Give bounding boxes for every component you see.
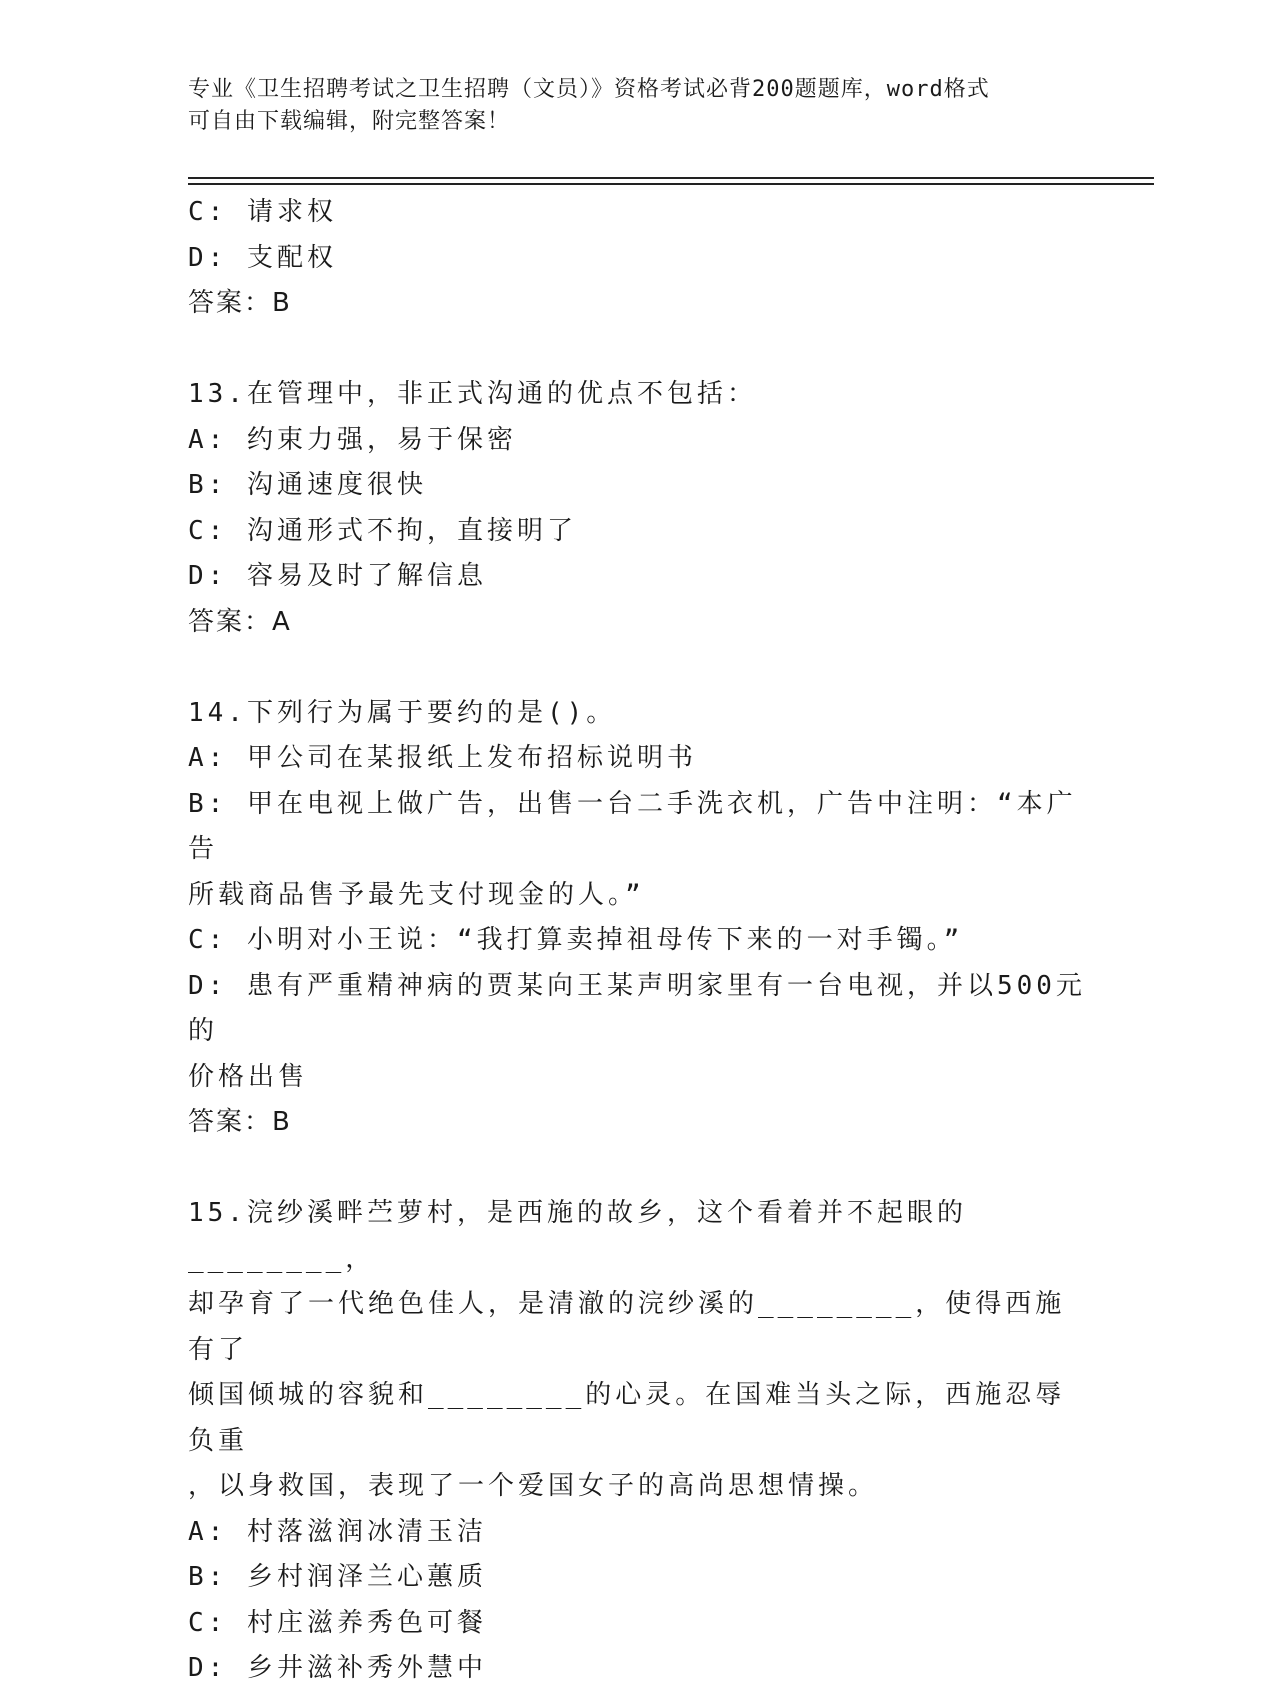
header-divider-bottom	[188, 183, 1154, 185]
question-15	[188, 1191, 1088, 1692]
question-stem: 13.在管理中，非正式沟通的优点不包括：	[188, 379, 757, 409]
option-b-line-1: B: 甲在电视上做广告，出售一台二手洗衣机，广告中注明：“本广告	[188, 788, 1077, 864]
question-13	[188, 372, 1088, 645]
header-divider-top	[188, 177, 1154, 179]
answer-line: 答案：B	[188, 1107, 292, 1137]
option-d-line-2: 价格出售	[188, 1061, 309, 1092]
question-stem-line-4: ，以身救国，表现了一个爱国女子的高尚思想情操。	[188, 1471, 879, 1501]
header-line-2: 可自由下载编辑，附完整答案！	[188, 109, 511, 134]
option-b: B: 乡村润泽兰心蕙质	[188, 1562, 487, 1592]
option-b-line-2: 所载商品售予最先支付现金的人。”	[188, 879, 645, 910]
question-14	[188, 691, 1088, 1146]
option-d: D: 容易及时了解信息	[188, 561, 487, 591]
header-line-1: 专业《卫生招聘考试之卫生招聘（文员）》资格考试必背200题题库，word格式	[188, 77, 990, 102]
question-stem-line-2: 却孕育了一代绝色佳人，是清澈的浣纱溪的________，使得西施有了	[188, 1289, 1066, 1365]
question-stem: 14.下列行为属于要约的是()。	[188, 697, 617, 728]
question-list	[188, 190, 1088, 1692]
spacer	[188, 327, 1088, 373]
question-12	[188, 190, 1088, 327]
option-c: C: 小明对小王说：“我打算卖掉祖母传下来的一对手镯。”	[188, 925, 964, 955]
document-header	[188, 74, 1088, 138]
answer-line: 答案：A	[188, 606, 292, 637]
option-c: C: 沟通形式不拘，直接明了	[188, 515, 577, 546]
option-a: A: 甲公司在某报纸上发布招标说明书	[188, 743, 697, 773]
answer-line: 答案：B	[188, 288, 292, 318]
option-a: A: 约束力强，易于保密	[188, 424, 517, 455]
question-stem-line-1: 15.浣纱溪畔苎萝村，是西施的故乡，这个看着并不起眼的________，	[188, 1198, 967, 1274]
option-c: C: 请求权	[188, 197, 337, 227]
option-d: D: 支配权	[188, 242, 337, 273]
option-a: A: 村落滋润冰清玉洁	[188, 1516, 487, 1547]
option-d: D: 乡井滋补秀外慧中	[188, 1653, 487, 1683]
option-c: C: 村庄滋养秀色可餐	[188, 1607, 487, 1638]
option-b: B: 沟通速度很快	[188, 470, 427, 500]
spacer	[188, 645, 1088, 691]
spacer	[188, 1146, 1088, 1192]
option-d-line-1: D: 患有严重精神病的贾某向王某声明家里有一台电视，并以500元的	[188, 970, 1086, 1046]
question-stem-line-3: 倾国倾城的容貌和________的心灵。在国难当头之际，西施忍辱负重	[188, 1380, 1066, 1456]
